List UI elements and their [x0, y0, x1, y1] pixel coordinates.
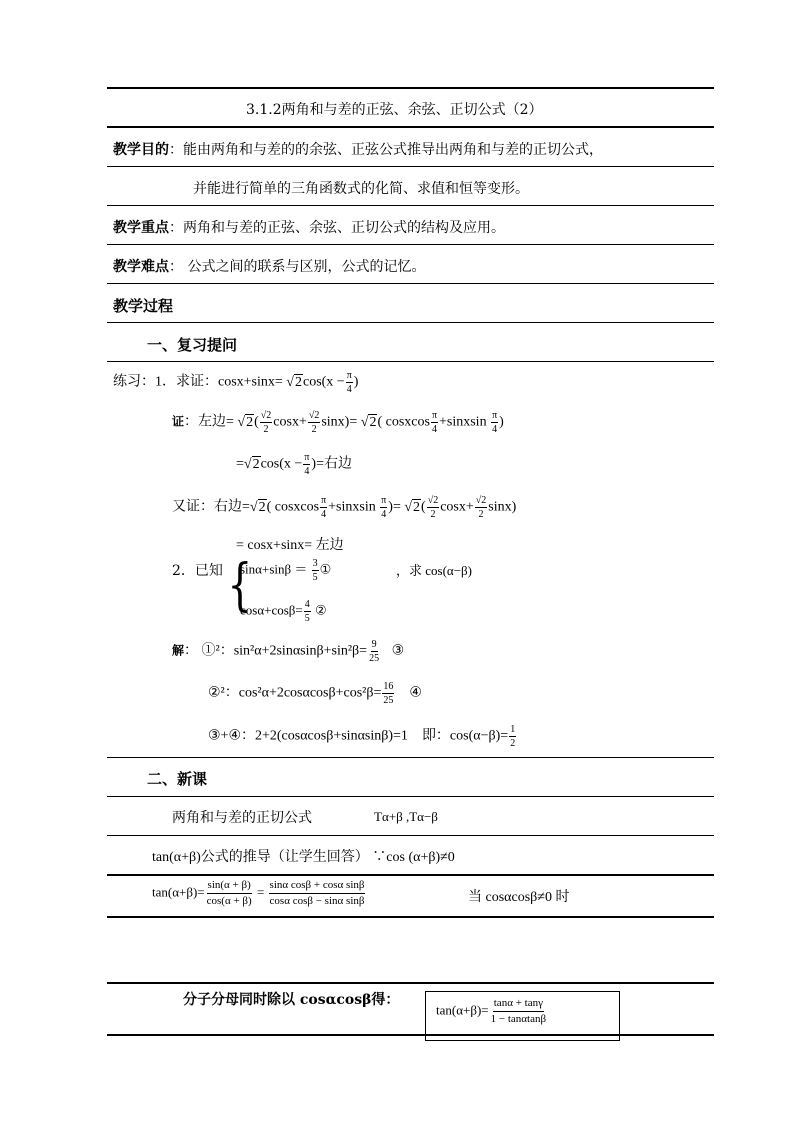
rule	[107, 916, 714, 918]
objective-line2: 并能进行简单的三角函数式的化简、求值和恒等变形。	[193, 181, 529, 197]
half-num: 1	[510, 724, 516, 735]
rule	[107, 205, 714, 206]
divide-text: 分子分母同时除以 cosαcosβ得：	[183, 992, 400, 1008]
circle-3: ③	[391, 643, 405, 659]
rule	[107, 322, 714, 323]
rule	[107, 835, 714, 836]
proof-line-2: =√2cos(x − $\frac{\pi}{4}$ )=右边	[236, 452, 352, 477]
solution-line-2	[208, 681, 422, 706]
derivation-line: tan(α+β)公式的推导（让学生回答） ∵cos (α+β)≠0	[152, 850, 455, 865]
tan-f2-den: cosα cosβ − sinα sinβ	[269, 895, 365, 907]
solution-label: 解	[172, 643, 185, 658]
eq2-text: cosα+cosβ=	[240, 602, 303, 618]
boxed-lhs: tan(α+β)=	[436, 1002, 489, 1018]
difficulty-label: 教学难点	[113, 259, 169, 275]
rule	[107, 361, 714, 362]
solution-result: 即：cos(α−β)=	[421, 728, 509, 744]
tan-sum-formula	[436, 997, 548, 1026]
s2-den: 25	[383, 695, 394, 706]
half-den: 2	[510, 738, 516, 749]
tan-f2-num: sinα cosβ + cosα sinβ	[269, 879, 366, 894]
q2-label: 2．已知	[172, 563, 223, 579]
again-proof-line: 又证：右边=√2( cosxcos $\frac{\pi}{4}$ +sinxsin $\frac{\pi}{4}$ )= √2( $\frac{√2}{2}$ cosx+ $\frac{√2}{2}$ sinx)	[172, 495, 517, 520]
rule-title	[107, 126, 714, 128]
difficulty-row	[113, 256, 425, 276]
circle-4: ④	[409, 685, 422, 701]
solution-step-1: ①²：sin²α+2sinαsinβ+sin²β=	[201, 643, 368, 659]
solution-step-2: ②²：cos²α+2cosαcosβ+cos²β=	[208, 685, 382, 701]
num-3: 3	[312, 558, 318, 569]
left-brace: {	[227, 553, 253, 618]
den-5: 5	[312, 572, 318, 583]
key-points-label: 教学重点	[113, 220, 169, 236]
solution-line-1: 解： ①²：sin²α+2sinαsinβ+sin²β= $\frac{9}{25}$ ③	[172, 639, 405, 664]
q2-eq2: cosα+cosβ= $\frac{4}{5}$ ②	[240, 599, 327, 624]
boxed-den: 1 − tanαtanβ	[490, 1013, 547, 1025]
rule-top	[107, 87, 714, 89]
difficulty-text: ： 公式之间的联系与区别，公式的记忆。	[169, 259, 426, 275]
eq1-text: sinα+sinβ ＝	[240, 561, 308, 577]
exercise-1: 练习：1．求证：cosx+sinx= √2cos(x − $\frac{\pi}{4}$ )	[113, 370, 359, 395]
s1-den: 25	[369, 653, 380, 664]
again-label: 又证：右边=	[172, 499, 250, 515]
rule	[107, 1034, 714, 1036]
tan-lhs: tan(α+β)=	[152, 884, 205, 900]
key-points-text: ：两角和与差的正弦、余弦、正切公式的结构及应用。	[169, 220, 505, 236]
objective-label: 教学目的	[113, 142, 169, 158]
proof-label: 证	[172, 414, 185, 429]
section-new-lesson-heading: 二、新课	[147, 770, 208, 788]
exercise-prefix: 练习：1．求证：	[113, 374, 218, 390]
tan-symbols: Tα+β ,Tα−β	[374, 809, 438, 824]
tan-derivation-formula: tan(α+β)= $\frac{\sin(\alpha + \beta)}{\cos(\alpha + \beta)}$ = $\frac{\text{sinα cosβ + cosα sinβ}}{\text{cosα cosβ − sinα sinβ}}$	[152, 879, 365, 907]
num-4: 4	[304, 599, 310, 610]
page-title: 3.1.2两角和与差的正弦、余弦、正切公式（2）	[246, 102, 543, 118]
proof-line-1: 证：左边= √2( $\frac{√2}{2}$ cosx+ $\frac{√2}{2}$ sinx)= √2( cosxcos $\frac{\pi}{4}$ +sinxsin $\frac{\pi}{4}$ )	[172, 410, 504, 435]
rule	[107, 757, 714, 758]
right-word: =右边	[316, 456, 352, 472]
boxed-num: tanα + tanγ	[493, 997, 544, 1012]
objective-text: ：能由两角和与差的的余弦、正弦公式推导出两角和与差的正切公式，	[169, 142, 603, 158]
rule	[107, 283, 714, 284]
q2-eq1	[240, 558, 331, 583]
when-condition: 当 cosαcosβ≠0 时	[468, 890, 570, 905]
s1-num: 9	[371, 639, 377, 650]
solution-line-3	[208, 724, 517, 749]
tan-f1-den: cos(α + β)	[206, 895, 252, 907]
exercise-lhs: cosx+sinx=	[218, 374, 283, 390]
s2-num: 16	[383, 681, 394, 692]
again-result: = cosx+sinx= 左边	[236, 538, 344, 553]
tan-formula-title: 两角和与差的正切公式	[172, 810, 312, 826]
rule	[107, 166, 714, 167]
tan-f1-num: sin(α + β)	[207, 879, 252, 894]
circle-1: ①	[319, 561, 332, 577]
key-points-row	[113, 217, 505, 237]
frac-pi-4: $\frac{\pi}{4}$	[346, 370, 352, 395]
rule	[107, 874, 714, 876]
rule	[107, 244, 714, 245]
process-heading: 教学过程	[113, 297, 174, 315]
q2-ask: ，求 cos(α−β)	[396, 563, 472, 578]
sqrt-2: √2	[286, 374, 302, 390]
objective-row	[113, 139, 603, 159]
section-review-heading: 一、复习提问	[147, 336, 238, 354]
rule	[107, 796, 714, 797]
proof-left-side: ：左边=	[184, 414, 234, 430]
solution-step-3: ③+④：2+2(cosαcosβ+sinαsinβ)=1	[208, 728, 408, 744]
circle-2: ②	[315, 602, 327, 618]
rule	[107, 982, 714, 984]
